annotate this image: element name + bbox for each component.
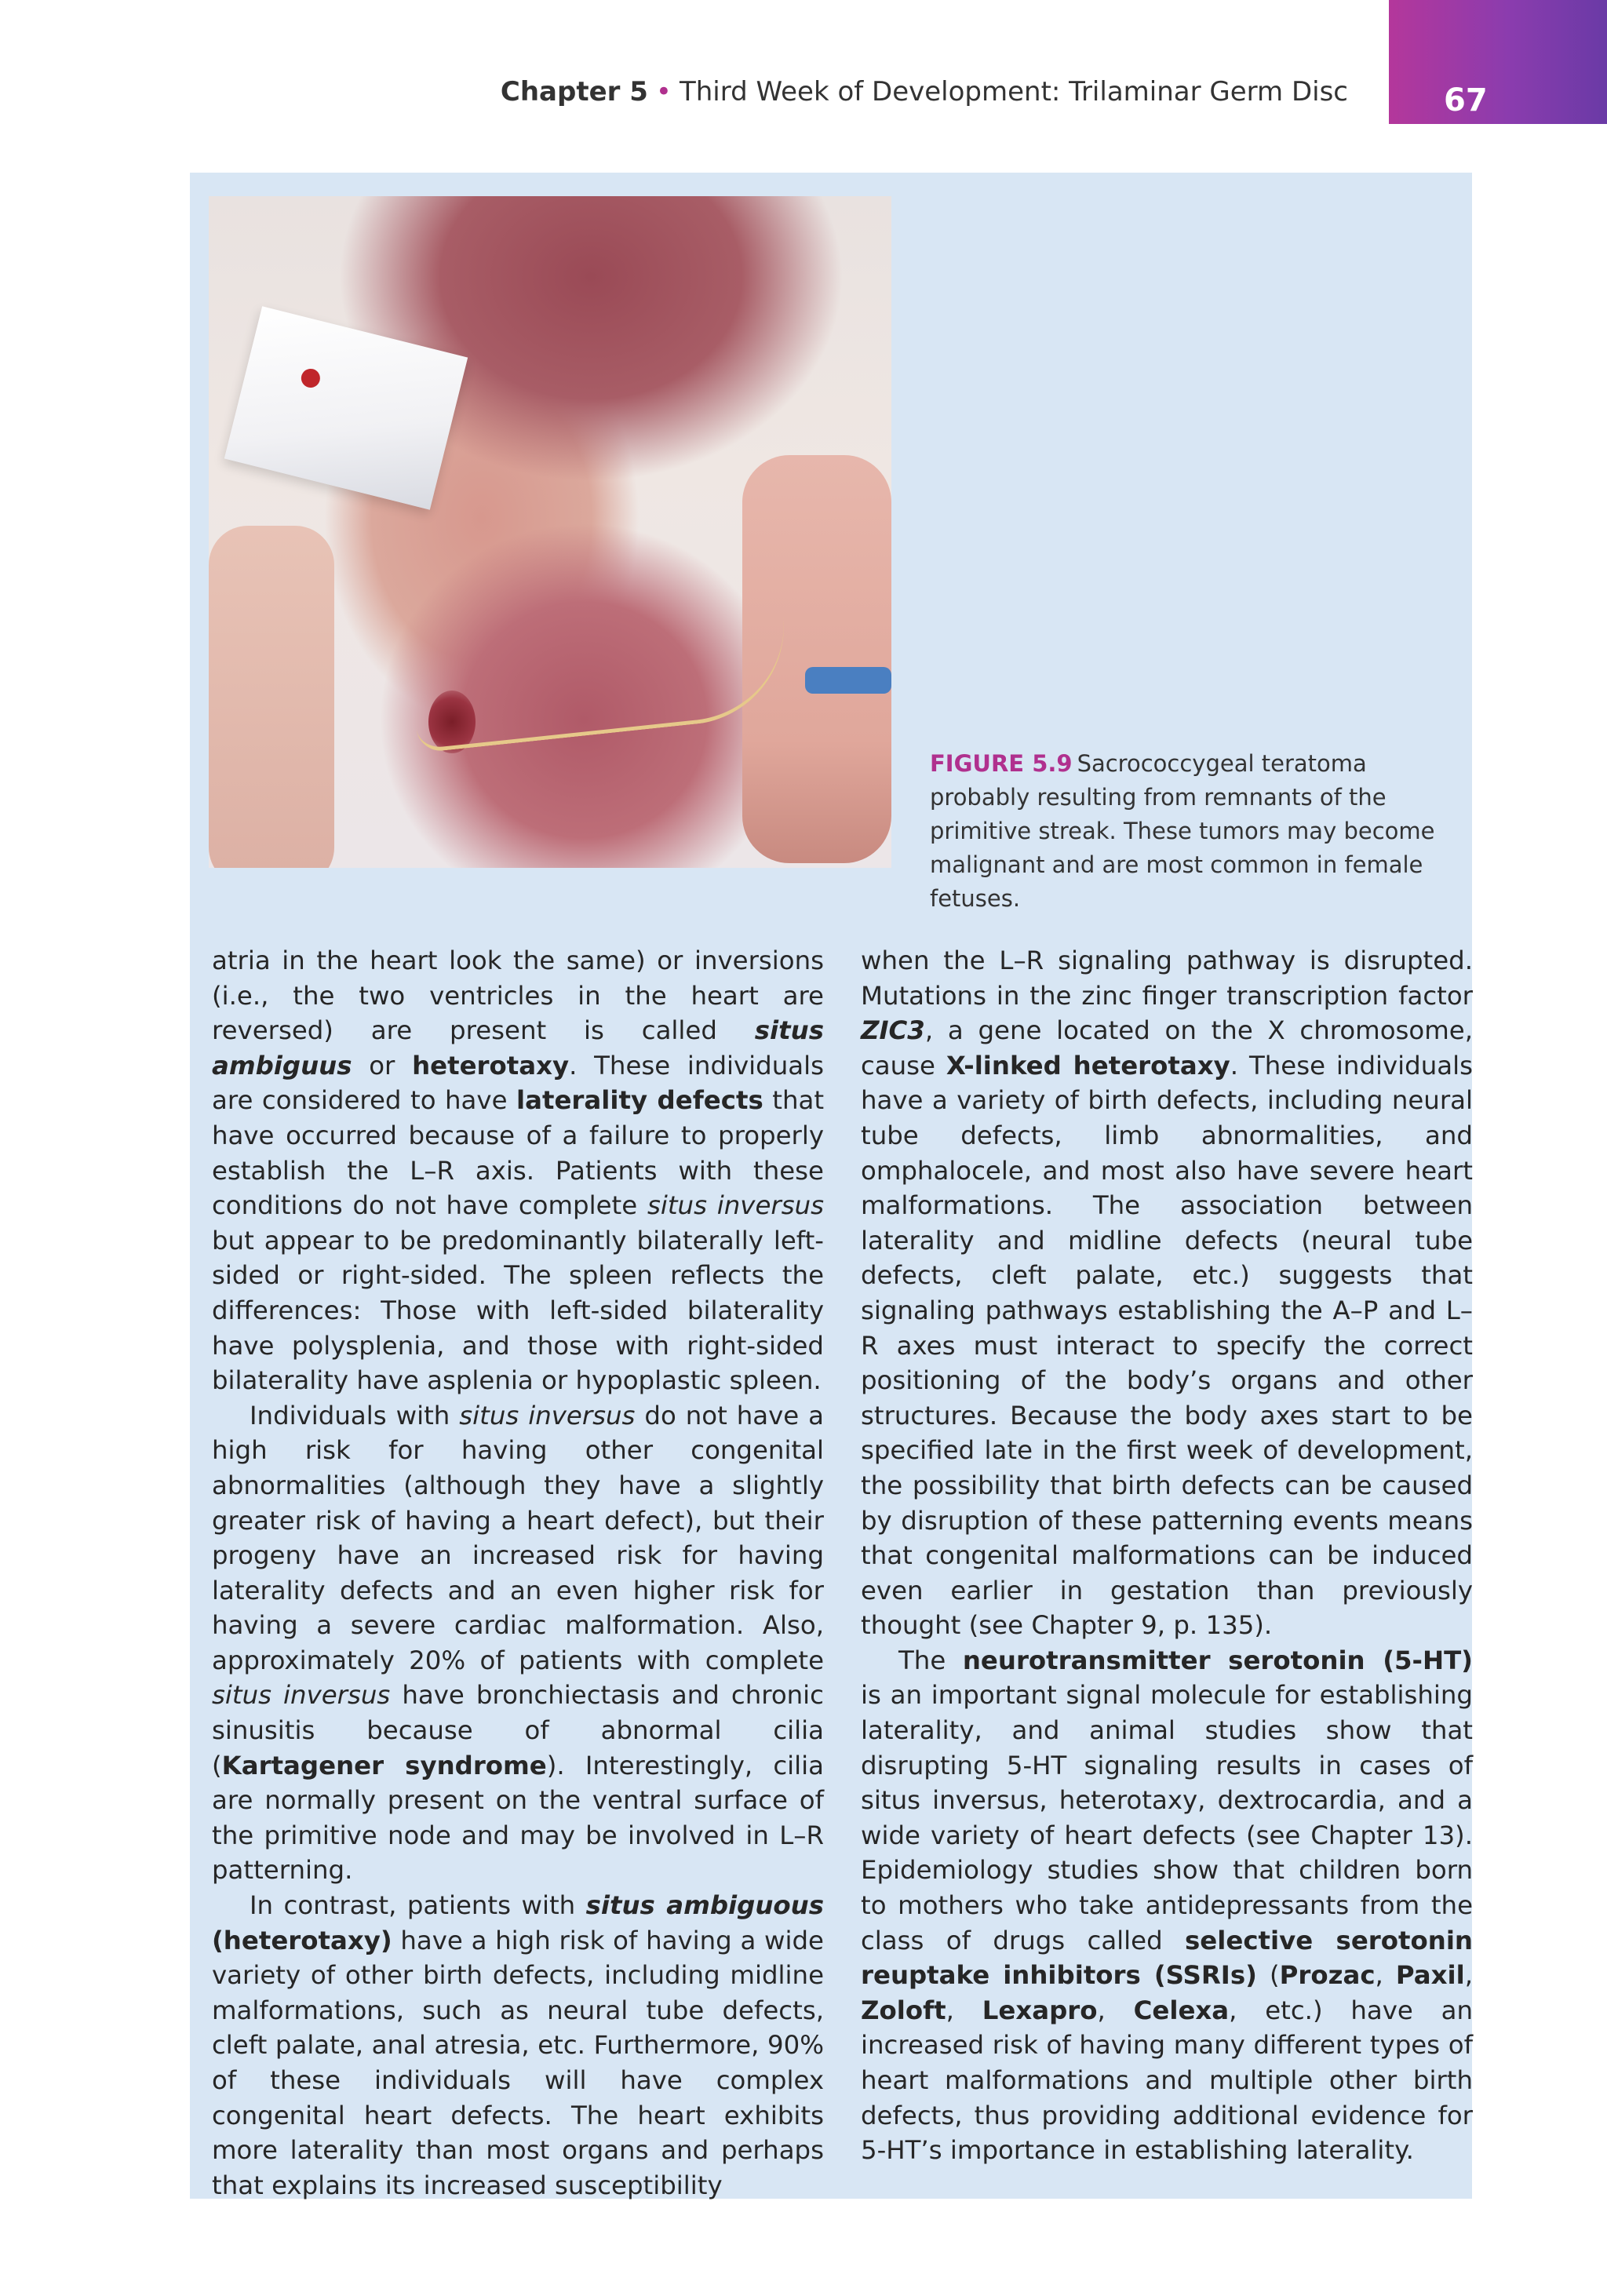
figure-caption xyxy=(930,747,1456,916)
text-run: but appear to be predominantly bilaterally left-sided or right-sided. The spleen reflects the differences: Those with left-sided bilaterality have polysplenia, and those with right-sided bilaterality have asplenia or hypoplastic spleen. xyxy=(212,1225,824,1396)
emphasis-term: situs inversus xyxy=(459,1400,636,1430)
text-run: have bronchiectasis and chronic sinusitis because of abnormal cilia ( xyxy=(212,1680,824,1780)
photo-left-leg xyxy=(209,526,334,868)
emphasis-term: heterotaxy xyxy=(412,1050,570,1081)
text-run: do not have a high risk for having other congenital abnormalities (although they have a slightly greater risk of having a heart defect), but their progeny have an increased risk for having laterality defects and an even higher risk for having a severe cardiac malformation. Also, approximately 20% of patients with complete xyxy=(212,1400,825,1675)
emphasis-term: ZIC3 xyxy=(861,1015,925,1046)
emphasis-term: Paxil xyxy=(1395,1960,1465,1991)
emphasis-term: Prozac xyxy=(1279,1960,1376,1991)
paragraph xyxy=(212,1888,824,2203)
text-run: Individuals with xyxy=(250,1400,460,1430)
text-run: , xyxy=(1097,1995,1134,2025)
running-head xyxy=(500,76,1348,108)
text-run: ). Interestingly, cilia are normally present on the ventral surface of the primitive node and may be involved in L–R patterning. xyxy=(212,1750,824,1886)
body-column-left xyxy=(212,943,824,2203)
paragraph xyxy=(212,1398,824,1888)
emphasis-term: Lexapro xyxy=(982,1995,1098,2025)
emphasis-term: situs ambiguous xyxy=(585,1890,824,1921)
text-run: or xyxy=(352,1050,413,1081)
page-number-tab xyxy=(1389,0,1607,124)
emphasis-term: selective serotonin reuptake inhibitors (SSRIs) xyxy=(861,1925,1473,1991)
header-separator: • xyxy=(655,76,672,108)
text-run: ( xyxy=(1256,1960,1280,1991)
text-run: have a high risk of having a wide variety of other birth defects, including midline malformations, such as neural tube defects, cleft palate, anal atresia, etc. Furthermore, 90% of these individuals will have complex congenital heart defects. The heart exhibits more laterality than most organs and perhaps that explains its increased susceptibility xyxy=(212,1925,824,2200)
photo-monitor-band xyxy=(805,667,891,694)
page-number: 67 xyxy=(1444,82,1488,118)
text-run: , xyxy=(1375,1960,1396,1991)
photo-wire xyxy=(409,616,793,753)
text-run: , xyxy=(946,1995,982,2025)
text-run: , etc.) have an increased risk of having many different types of heart malformations and multiple other birth defects, thus providing additional evidence for 5-HT’s importance in establishing laterality. xyxy=(861,1995,1474,2166)
chapter-label: Chapter 5 xyxy=(500,76,648,108)
emphasis-term: X-linked heterotaxy xyxy=(946,1050,1230,1081)
paragraph xyxy=(212,943,824,1398)
text-run: , xyxy=(1464,1960,1474,1991)
text-run: . These individuals are considered to have xyxy=(212,1050,824,1116)
text-run: that have occurred because of a failure to properly establish the L–R axis. Patients with these conditions do not have complete xyxy=(212,1085,825,1221)
emphasis-term: situs ambiguus xyxy=(212,1015,824,1081)
chapter-title: Third Week of Development: Trilaminar Germ Disc xyxy=(679,76,1348,108)
body-column-right xyxy=(861,943,1473,2168)
emphasis-term: neurotransmitter serotonin (5-HT) xyxy=(962,1645,1473,1675)
text-run: . These individuals have a variety of birth defects, including neural tube defects, limb abnormalities, and omphalocele, and most also have severe heart malformations. The association between laterality and midline defects (neural tube defects, cleft palate, etc.) suggests that signaling pathways establishing the A–P and L–R axes must interact to specify the correct positioning of the body’s organs and other structures. Because the body axes start to be specified late in the first week of development, the possibility that birth defects can be caused by disruption of these patterning events means that congenital malformations can be induced even earlier in gestation than previously thought (see Chapter 9, p. 135). xyxy=(861,1050,1473,1641)
emphasis-term: Kartagener syndrome xyxy=(221,1750,547,1780)
emphasis-term: (heterotaxy) xyxy=(212,1925,392,1955)
paragraph xyxy=(861,943,1473,1643)
text-run: is an important signal molecule for establishing laterality, and animal studies show that disrupting 5-HT signaling results in cases of situs inversus, heterotaxy, dextrocardia, and a wide variety of heart defects (see Chapter 13). Epidemiology studies show that children born to mothers who take antidepressants from the class of drugs called xyxy=(861,1680,1473,1955)
text-run: atria in the heart look the same) or inversions (i.e., the two ventricles in the heart are reversed) are present is called xyxy=(212,946,824,1046)
emphasis-term: Celexa xyxy=(1133,1995,1230,2025)
photo-gauze-pad xyxy=(224,306,468,509)
text-run: In contrast, patients with xyxy=(250,1890,586,1921)
text-run: , a gene located on the X chromosome, cause xyxy=(861,1015,1473,1081)
teratoma-photo xyxy=(209,196,891,868)
figure-label: FIGURE 5.9 xyxy=(930,750,1073,777)
text-run: The xyxy=(898,1645,963,1675)
emphasis-term: laterality defects xyxy=(516,1085,763,1116)
emphasis-term: situs inversus xyxy=(212,1680,391,1711)
text-run: when the L–R signaling pathway is disrupted. Mutations in the zinc finger transcription factor xyxy=(861,946,1473,1011)
emphasis-term: situs inversus xyxy=(647,1190,824,1221)
emphasis-term: Zoloft xyxy=(861,1995,946,2025)
paragraph xyxy=(861,1643,1473,2168)
figure-caption-text: Sacrococcygeal teratoma probably resulting from remnants of the primitive streak. These tumors may become malignant and are most common in female fetuses. xyxy=(930,750,1435,912)
